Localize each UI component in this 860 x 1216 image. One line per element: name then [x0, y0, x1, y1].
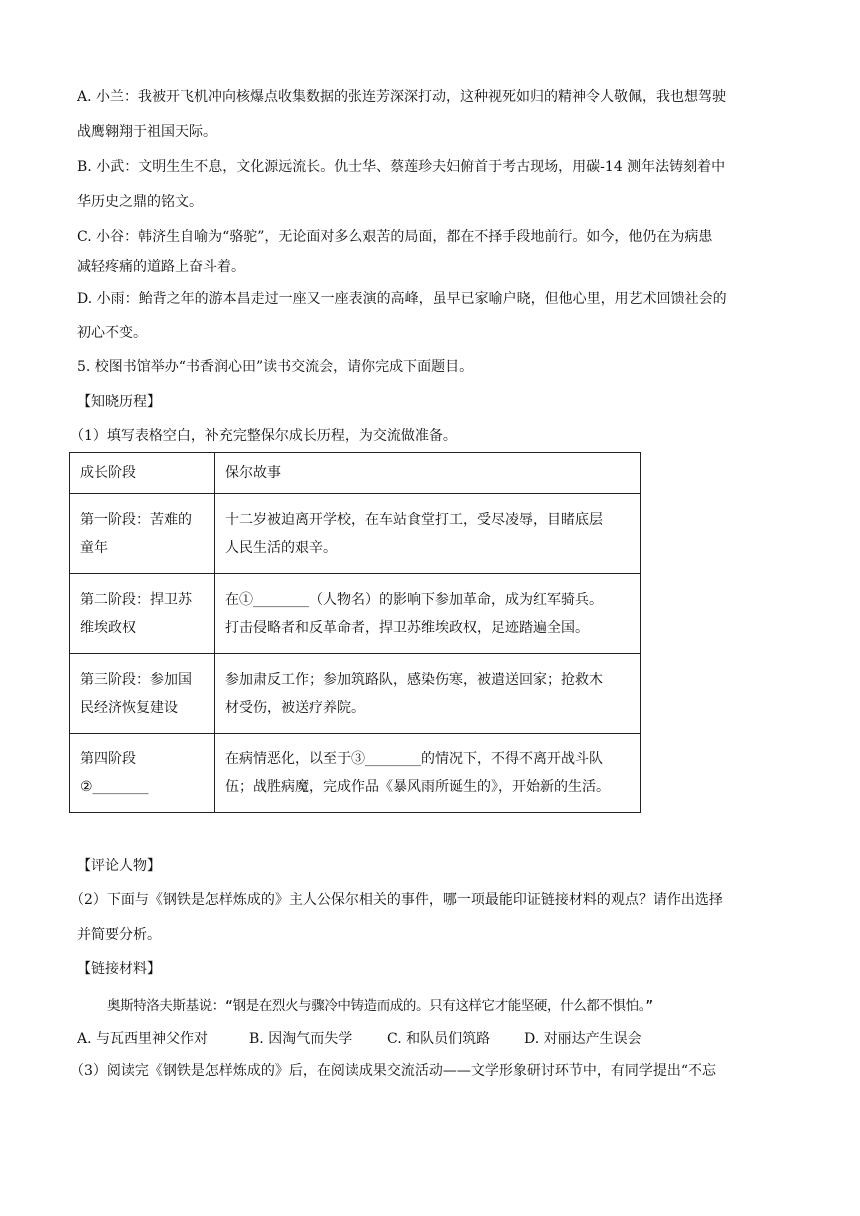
- table-row: [70, 494, 641, 574]
- stage-text: 第三阶段：参加国: [80, 671, 192, 688]
- stage-cell: [70, 654, 215, 734]
- option-c-line-1: C. 小谷：韩济生自喻为“骆驼”，无论面对多么艰苦的局面，都在不择手段地前行。如今，他仍在为病患: [77, 229, 713, 245]
- option-c-line-2: 减轻疼痛的道路上奋斗着。: [77, 259, 245, 275]
- stage-text: 第四阶段: [80, 751, 136, 767]
- answer-option-c: C. 和队员们筑路: [387, 1031, 491, 1047]
- header-stage: 成长阶段: [70, 453, 215, 494]
- section-heading-comment: 【评论人物】: [77, 858, 161, 874]
- stage-cell: [70, 574, 215, 654]
- story-text: 打击侵略者和反革命者，捍卫苏维埃政权，足迹踏遍全国。: [225, 619, 589, 636]
- answer-option-a: A. 与瓦西里神父作对: [77, 1031, 209, 1047]
- section-heading-material: 【链接材料】: [77, 961, 161, 977]
- stage-text: 第二阶段：捍卫苏: [80, 591, 192, 608]
- story-text: 伍；战胜病魔，完成作品《暴风雨所诞生的》，开始新的生活。: [225, 779, 610, 795]
- option-d-line-2: 初心不变。: [77, 325, 147, 341]
- stage-text: 第一阶段：苦难的: [80, 511, 192, 528]
- story-text: 材受伤，被送疗养院。: [225, 699, 365, 716]
- question-3: （3）阅读完《钢铁是怎样炼成的》后，在阅读成果交流活动——文学形象研讨环节中，有同学提出“不忘: [70, 1063, 717, 1079]
- stage-text: ②________: [80, 779, 149, 795]
- stage-text: 维埃政权: [80, 619, 136, 636]
- question-2-line-2: 并简要分析。: [77, 927, 161, 943]
- option-b-line-2: 华历史之鼎的铭文。: [77, 194, 203, 210]
- story-text: 在病情恶化，以至于③________的情况下，不得不离开战斗队: [225, 751, 603, 767]
- stage-text: 民经济恢复建设: [80, 699, 178, 716]
- story-cell: [215, 654, 641, 734]
- section-heading-history: 【知晓历程】: [77, 394, 161, 410]
- stage-text: 童年: [80, 539, 108, 556]
- question-2-line-1: （2）下面与《钢铁是怎样炼成的》主人公保尔相关的事件，哪一项最能印证链接材料的观点？请作出选择: [70, 892, 723, 908]
- story-text: 在①________（人物名）的影响下参加革命，成为红军骑兵。: [225, 591, 603, 608]
- stage-cell: [70, 494, 215, 574]
- story-cell: [215, 494, 641, 574]
- stage-cell: [70, 734, 215, 813]
- question-5: 5. 校图书馆举办“书香润心田”读书交流会，请你完成下面题目。: [77, 359, 474, 375]
- header-story: 保尔故事: [215, 453, 641, 494]
- answer-option-d: D. 对丽达产生误会: [524, 1031, 642, 1047]
- story-cell: [215, 574, 641, 654]
- question-1: （1）填写表格空白，补充完整保尔成长历程，为交流做准备。: [70, 428, 457, 444]
- answer-option-b: B. 因淘气而失学: [249, 1031, 353, 1047]
- table-header-row: [70, 453, 641, 494]
- story-text: 参加肃反工作；参加筑路队，感染伤寒，被遣送回家；抢救木: [225, 671, 603, 688]
- table-row: [70, 654, 641, 734]
- answer-options: [77, 1028, 642, 1048]
- table-row: [70, 574, 641, 654]
- option-d-line-1: D. 小雨：鲐背之年的游本昌走过一座又一座表演的高峰，虽早已家喻户晓，但他心里，用艺术回馈社会的: [77, 291, 727, 307]
- story-text: 十二岁被迫离开学校，在车站食堂打工，受尽凌辱，目睹底层: [225, 511, 603, 528]
- linked-material-quote: 奥斯特洛夫斯基说：“钢是在烈火与骤冷中铸造而成的。只有这样它才能坚硬，什么都不惧怕。”: [107, 998, 653, 1014]
- option-b-line-1: B. 小武：文明生生不息，文化源远流长。仇士华、蔡莲珍夫妇俯首于考古现场，用碳-14 测年法铸刻着中: [77, 159, 726, 175]
- option-a-line-2: 战鹰翱翔于祖国天际。: [77, 124, 217, 140]
- table-row: [70, 734, 641, 813]
- story-cell: [215, 734, 641, 813]
- growth-table: [69, 452, 641, 813]
- option-a-line-1: A. 小兰：我被开飞机冲向核爆点收集数据的张连芳深深打动，这种视死如归的精神令人敬佩，我也想驾驶: [77, 89, 727, 105]
- story-text: 人民生活的艰辛。: [225, 539, 337, 556]
